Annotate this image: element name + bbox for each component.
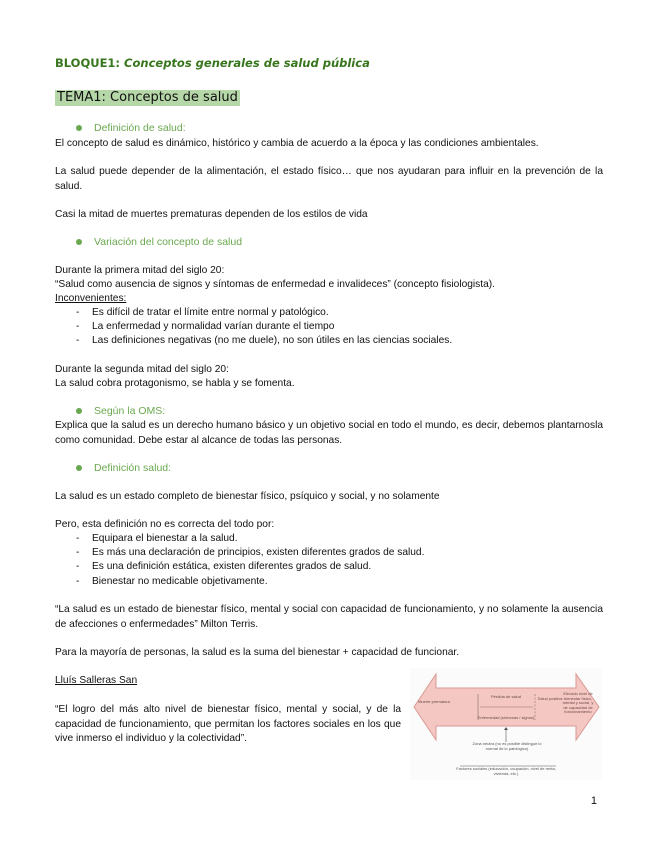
factors-label-box	[454, 767, 558, 779]
bullet-dot-icon	[76, 239, 82, 245]
list-item: - Las definiciones negativas (no me duele), no son útiles en las ciencias sociales.	[76, 335, 453, 346]
mid-bottom-label: Enfermedad (síntomas / signos)	[477, 715, 535, 720]
factors-label: Factores sociales (educación, ocupación, nivel de renta, vivienda, etc.)	[456, 767, 556, 776]
list-item: - Bienestar no medicable objetivamente.	[76, 576, 268, 587]
quote: “El logro del más alto nivel de bienestar físico, mental y social, y de la capacidad de funcionamiento, que permitan los factores sociales en los que vive inmerso el individuo y la colectividad”.	[55, 704, 401, 744]
bloque-prefix: BLOQUE1:	[55, 56, 121, 70]
bullet-dot-icon	[76, 125, 82, 131]
paragraph: La salud es un estado completo de bienestar físico, psíquico y social, y no solamente	[55, 491, 440, 502]
right-label-box	[560, 692, 596, 724]
paragraph: Para la mayoría de personas, la salud es la suma del bienestar + capacidad de funcionar.	[55, 647, 460, 658]
paragraph: Explica que la salud es un derecho humano básico y un objetivo social en todo el mundo, es decir, debemos plantarnosla como comunidad. Debe estar al alcance de todas las personas.	[55, 420, 603, 446]
paragraph: Pero, esta definición no es correcta del todo por:	[55, 519, 275, 530]
bloque-title: Conceptos generales de salud pública	[124, 56, 370, 70]
mid-top-label: Pérdida de salud	[490, 694, 522, 699]
subheading-inconvenientes: Inconvenientes:	[55, 293, 127, 304]
left-label: Muerte prematura	[418, 699, 450, 704]
paragraph: Durante la segunda mitad del siglo 20:	[55, 364, 229, 375]
bullet-oms: Según la OMS:	[76, 405, 165, 417]
right-label: Elevado nivel de bienestar físico, mental y social, y de capacidad de funcionamiento	[562, 692, 594, 715]
bullet-variacion: Variación del concepto de salud	[76, 236, 242, 248]
list-item: - Es difícil de tratar el límite entre normal y patológico.	[76, 307, 329, 318]
paragraph: La salud cobra protagonismo, se habla y se fomenta.	[55, 378, 295, 389]
list-item: - Equipara el bienestar a la salud.	[76, 533, 238, 544]
paragraph: “La salud es un estado de bienestar físico, mental y social con capacidad de funcionamiento, y no solamente la ausencia de afecciones o enfermedades” Milton Terris.	[55, 604, 603, 630]
bullet-definicion-salud: Definición salud:	[76, 462, 171, 474]
zone-label: Zona neutra (no es posible distinguir lo normal de lo patológico)	[472, 742, 542, 751]
paragraph: “Salud como ausencia de signos y síntomas de enfermedad e invalideces” (concepto fisiologista).	[55, 279, 495, 290]
bloque-heading	[55, 56, 370, 70]
bullet-dot-icon	[76, 465, 82, 471]
list-item: - Es más una declaración de principios, existen diferentes grados de salud.	[76, 547, 425, 558]
tema-heading: TEMA1: Conceptos de salud	[57, 90, 238, 105]
bullet-definicion: Definición de salud:	[76, 122, 186, 134]
paragraph: Casi la mitad de muertes prematuras dependen de los estilos de vida	[55, 209, 368, 220]
center-label: Salud positiva	[537, 696, 563, 701]
page-number: 1	[590, 795, 597, 807]
bullet-dot-icon	[76, 408, 82, 414]
health-continuum-diagram	[410, 668, 602, 780]
paragraph: El concepto de salud es dinámico, histórico y cambia de acuerdo a la época y las condiciones ambientales.	[55, 138, 539, 149]
paragraph: La salud puede depender de la alimentación, el estado físico… que nos ayudaran para influir en la prevención de la salud.	[55, 166, 603, 192]
list-item: - La enfermedad y normalidad varían durante el tiempo	[76, 321, 335, 332]
zone-label-box	[472, 742, 542, 760]
health-continuum-figure	[410, 668, 602, 780]
list-item: - Es una definición estática, existen diferentes grados de salud.	[76, 561, 372, 572]
paragraph: Durante la primera mitad del siglo 20:	[55, 265, 225, 276]
author-heading: Lluís Salleras San	[55, 675, 138, 686]
